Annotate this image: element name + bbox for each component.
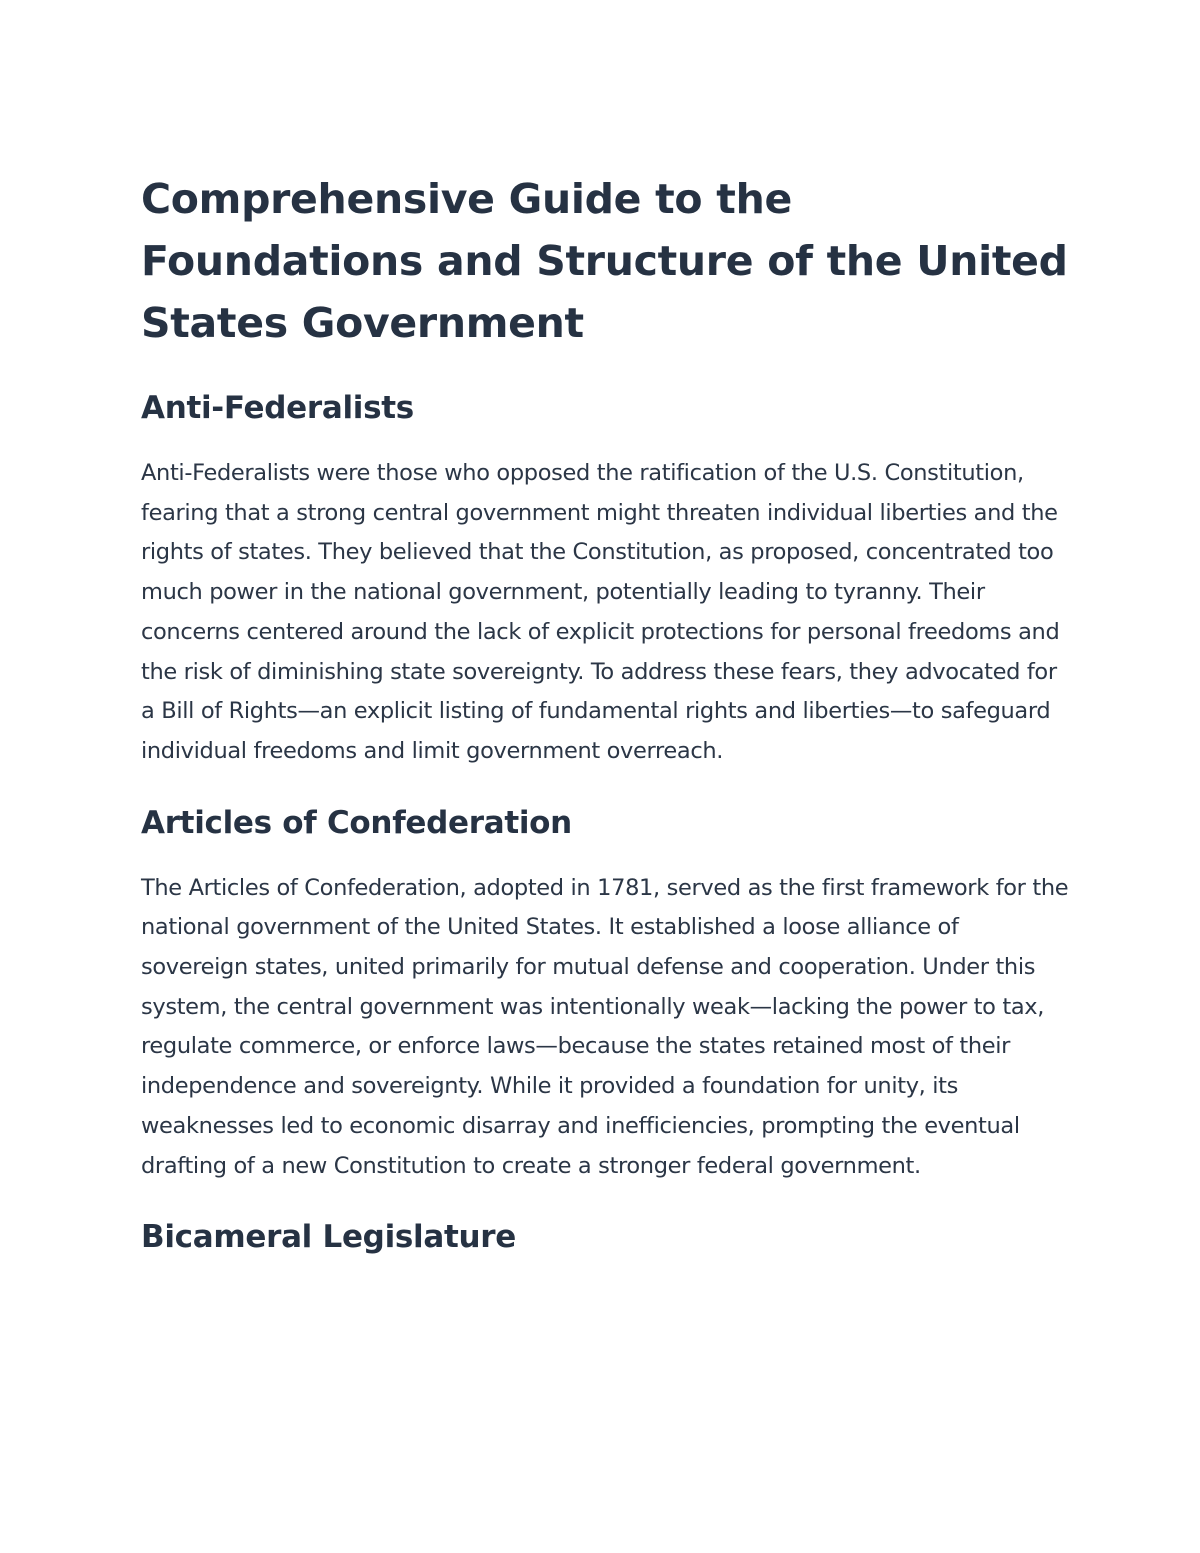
- document-title: Comprehensive Guide to the Foundations and Structure of the United States Government: [141, 175, 1068, 347]
- section-heading: Anti-Federalists: [141, 390, 414, 426]
- section-heading: Articles of Confederation: [141, 804, 572, 841]
- document-page: [141, 168, 1071, 1257]
- section-heading: Bicameral Legislature: [141, 1219, 516, 1256]
- section-paragraph: Anti-Federalists were those who opposed the ratification of the U.S. Constitution, fearing that a strong central government might threaten individual liberties and the rights of states. They believed that the Constitution, as proposed, concentrated too much power in the national government, potentially leading to tyranny. Their concerns centered around the lack of explicit protections for personal freedoms and the risk of diminishing state sovereignty. To address these fears, they advocated for a Bill of Rights—an explicit listing of fundamental rights and liberties—to safeguard individual freedoms and limit government overreach.: [141, 460, 1060, 764]
- section-anti-federalists: [141, 388, 1071, 772]
- section-articles-of-confederation: [141, 803, 1071, 1187]
- section-bicameral-legislature: [141, 1217, 1071, 1257]
- section-paragraph: The Articles of Confederation, adopted in 1781, served as the first framework for the national government of the United States. It established a loose alliance of sovereign states, united primarily for mutual defense and cooperation. Under this system, the central government was intentionally weak—lacking the power to tax, regulate commerce, or enforce laws—because the states retained most of their independence and sovereignty. While it provided a foundation for unity, its weaknesses led to economic disarray and inefficiencies, prompting the eventual drafting of a new Constitution to create a stronger federal government.: [141, 874, 1069, 1179]
